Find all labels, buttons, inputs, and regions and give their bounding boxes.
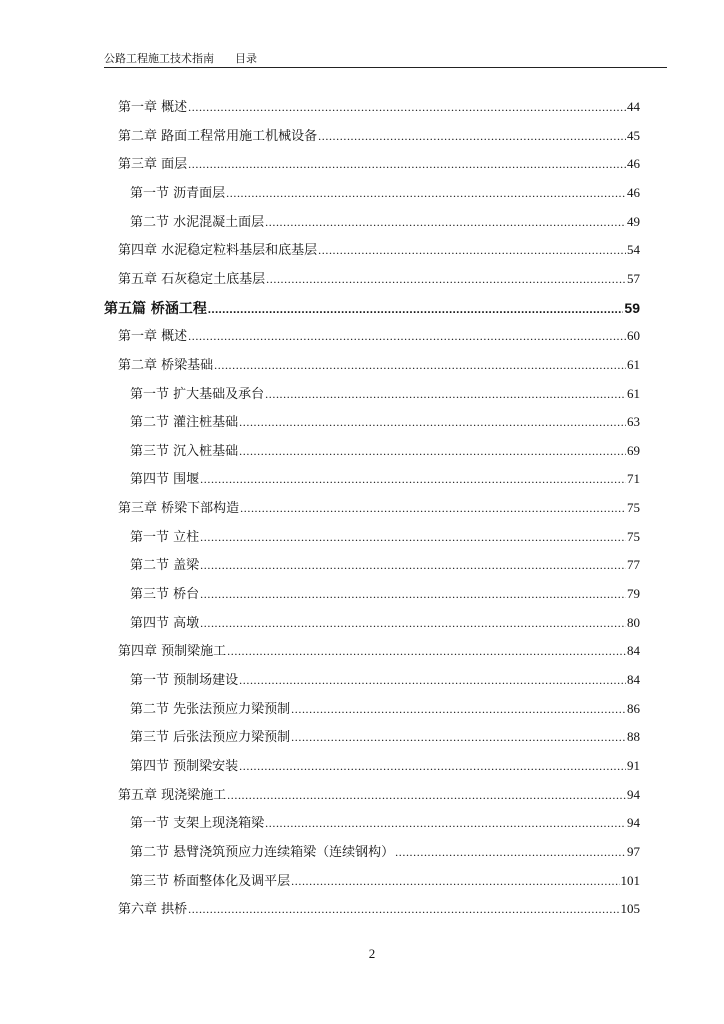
toc-entry-section[interactable] [130,843,640,862]
toc-entry-title: 第一节 扩大基础及承台 [130,387,265,402]
toc-entry-page: 105 [620,901,640,916]
dot-leader [291,728,626,746]
toc-entry-title: 第五章 石灰稳定土底基层 [118,272,266,287]
page-number: 2 [368,946,376,961]
toc-entry-chapter[interactable] [118,127,640,146]
toc-entry-page: 63 [627,414,640,429]
toc-entry-page: 84 [627,643,640,658]
toc-entry-section[interactable] [130,671,640,690]
toc-entry-page: 57 [627,271,640,286]
toc-entry-page: 49 [627,214,640,229]
toc-entry-title: 第三节 桥面整体化及调平层 [130,874,291,889]
dot-leader [188,900,619,918]
dot-leader [265,213,626,231]
toc-entry-page: 86 [627,701,640,716]
toc-entry-page: 46 [627,156,640,171]
dot-leader [214,356,626,374]
toc-entry-page: 69 [627,443,640,458]
toc-entry-chapter[interactable] [118,499,640,518]
toc-entry-page: 71 [627,471,640,486]
toc-entry-section[interactable] [130,872,640,891]
toc-entry-title: 第一节 预制场建设 [130,673,239,688]
dot-leader [200,614,626,632]
toc-entry-title: 第一章 概述 [118,100,188,115]
toc-entry-title: 第三节 桥台 [130,587,200,602]
dot-leader [200,528,626,546]
toc-entry-page: 88 [627,729,640,744]
dot-leader [227,642,626,660]
toc-entry-page: 46 [627,185,640,200]
toc-entry-section[interactable] [130,528,640,547]
toc-entry-section[interactable] [130,184,640,203]
toc-entry-section[interactable] [130,814,640,833]
toc-entry-section[interactable] [130,385,640,404]
toc-entry-page: 94 [627,787,640,802]
dot-leader [227,786,626,804]
toc-entry-page: 94 [627,815,640,830]
dot-leader [291,700,626,718]
toc-entry-page: 91 [627,758,640,773]
toc-entry-page: 79 [627,586,640,601]
toc-entry-title: 第四章 水泥稳定粒料基层和底基层 [118,243,318,258]
toc-entry-page: 84 [627,672,640,687]
dot-leader [395,843,626,861]
toc-entry-chapter[interactable] [118,241,640,260]
dot-leader [239,413,626,431]
toc-entry-section[interactable] [130,556,640,575]
toc-entry-chapter[interactable] [118,327,640,346]
toc-entry-section[interactable] [130,728,640,747]
toc-entry-title: 第二节 悬臂浇筑预应力连续箱梁（连续钢构） [130,845,395,860]
toc-entry-page: 101 [620,873,640,888]
toc-entry-title: 第二节 盖梁 [130,558,200,573]
toc-entry-section[interactable] [130,213,640,232]
toc-entry-title: 第五篇 桥涵工程 [104,301,207,317]
dot-leader [239,757,626,775]
toc-entry-page: 54 [627,242,640,257]
dot-leader [239,442,626,460]
toc-entry-chapter[interactable] [118,356,640,375]
dot-leader [200,470,626,488]
toc-entry-page: 45 [627,128,640,143]
toc-entry-title: 第二章 桥梁基础 [118,358,214,373]
toc-entry-section[interactable] [130,470,640,489]
dot-leader [188,98,626,116]
dot-leader [226,184,626,202]
toc-entry-chapter[interactable] [118,642,640,661]
dot-leader [318,241,626,259]
dot-leader [266,270,626,288]
toc-entry-title: 第四章 预制梁施工 [118,644,227,659]
toc-entry-part[interactable] [104,299,640,318]
toc-entry-section[interactable] [130,757,640,776]
toc-entry-title: 第三节 沉入桩基础 [130,444,239,459]
toc-entry-title: 第三节 后张法预应力梁预制 [130,730,291,745]
toc-entry-page: 61 [627,386,640,401]
toc-entry-page: 61 [627,357,640,372]
dot-leader [240,499,626,517]
toc-entry-title: 第二章 路面工程常用施工机械设备 [118,129,318,144]
dot-leader [188,327,626,345]
toc-entry-title: 第四节 高墩 [130,616,200,631]
toc-entry-chapter[interactable] [118,900,640,919]
toc-entry-title: 第二节 水泥混凝土面层 [130,215,265,230]
dot-leader [208,300,624,318]
dot-leader [200,585,626,603]
toc-entry-page: 44 [627,99,640,114]
toc-entry-title: 第四节 围堰 [130,472,200,487]
toc-entry-section[interactable] [130,585,640,604]
toc-entry-title: 第五章 现浇梁施工 [118,788,227,803]
dot-leader [265,385,626,403]
toc-entry-title: 第一节 立柱 [130,530,200,545]
toc-entry-title: 第三章 面层 [118,157,188,172]
toc-entry-page: 75 [627,529,640,544]
toc-entry-title: 第二节 灌注桩基础 [130,415,239,430]
toc-entry-title: 第六章 拱桥 [118,902,188,917]
dot-leader [239,671,626,689]
toc-entry-title: 第二节 先张法预应力梁预制 [130,702,291,717]
toc-entry-page: 59 [624,300,640,316]
toc-entry-chapter[interactable] [118,98,640,117]
dot-leader [265,814,626,832]
header-section: 目录 [235,52,257,65]
dot-leader [200,556,626,574]
toc-entry-page: 77 [627,557,640,572]
toc-entry-title: 第一章 概述 [118,329,188,344]
toc-entry-section[interactable] [130,442,640,461]
dot-leader [318,127,626,145]
dot-leader [291,872,619,890]
toc-entry-title: 第一节 沥青面层 [130,186,226,201]
toc-entry-title: 第三章 桥梁下部构造 [118,501,240,516]
toc-entry-chapter[interactable] [118,155,640,174]
header-title: 公路工程施工技术指南 [104,52,214,65]
toc-entry-chapter[interactable] [118,786,640,805]
toc-entry-section[interactable] [130,700,640,719]
toc-entry-title: 第一节 支架上现浇箱梁 [130,816,265,831]
toc-entry-title: 第四节 预制梁安装 [130,759,239,774]
dot-leader [188,155,626,173]
toc-entry-page: 80 [627,615,640,630]
toc-entry-page: 60 [627,328,640,343]
toc-entry-page: 75 [627,500,640,515]
toc-entry-chapter[interactable] [118,270,640,289]
toc-entry-section[interactable] [130,413,640,432]
toc-entry-page: 97 [627,844,640,859]
toc-entry-section[interactable] [130,614,640,633]
